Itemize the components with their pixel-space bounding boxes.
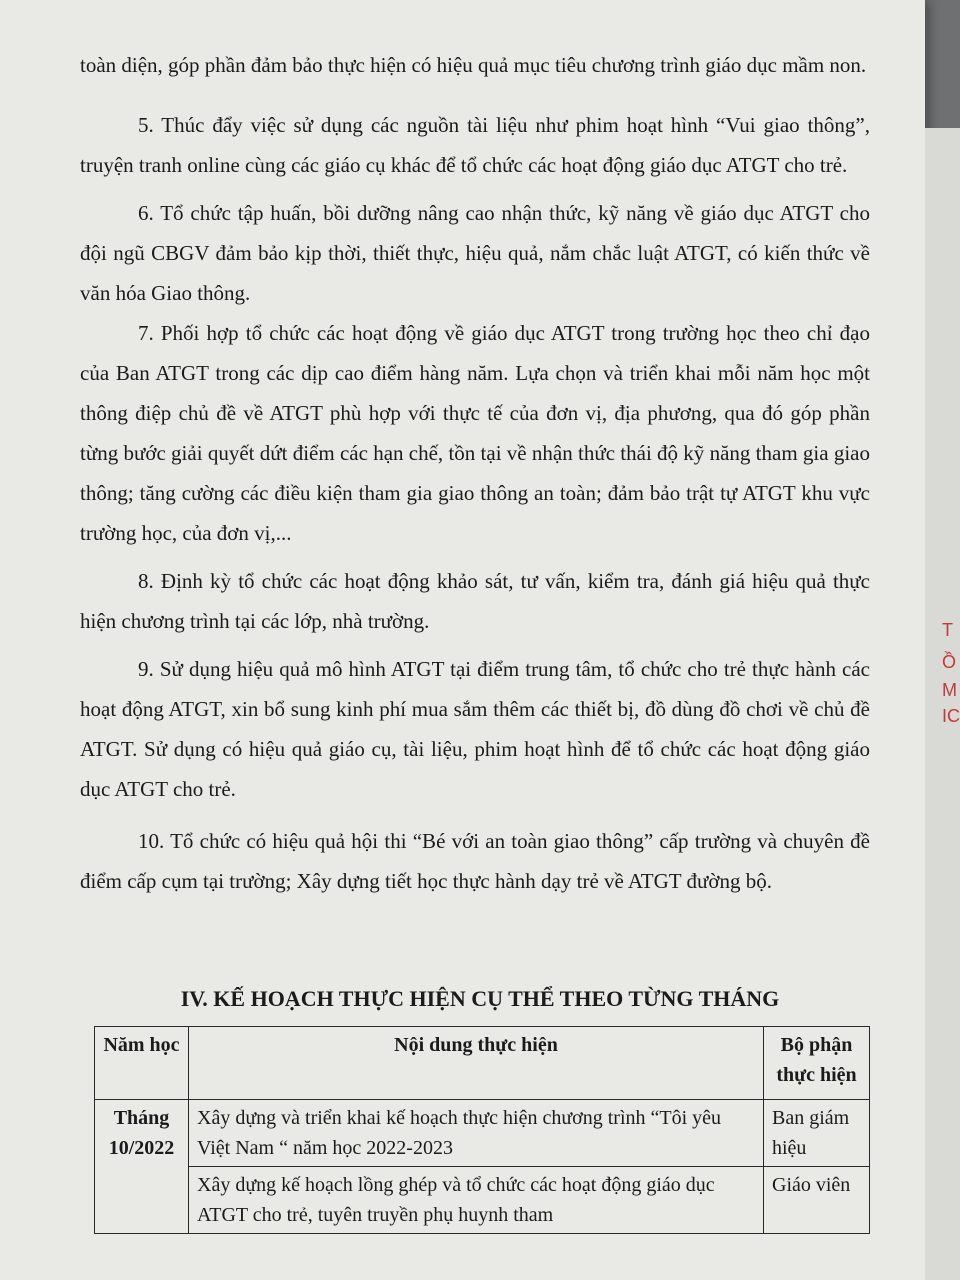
body-text xyxy=(80,45,870,901)
edge-fragment: Ồ xyxy=(942,652,957,672)
paragraph-continuation: toàn diện, góp phần đảm bảo thực hiện có hiệu quả mục tiêu chương trình giáo dục mầm non. xyxy=(80,53,867,77)
header-content: Nội dung thực hiện xyxy=(189,1027,764,1100)
department-cell: Ban giám hiệu xyxy=(764,1100,870,1167)
paragraph-item-9: 9. Sử dụng hiệu quả mô hình ATGT tại điểm trung tâm, tổ chức cho trẻ thực hành các hoạt động ATGT, xin bổ sung kinh phí mua sắm thêm các thiết bị, đồ dùng đồ chơi về chủ đề ATGT. Sử dụng có hiệu quả giáo cụ, tài liệu, phim hoạt hình để tổ chức các hoạt động giáo dục ATGT cho trẻ. xyxy=(80,657,870,801)
paragraph-item-10: 10. Tổ chức có hiệu quả hội thi “Bé với an toàn giao thông” cấp trường và chuyên đề điểm cấp cụm tại trường; Xây dựng tiết học thực hành dạy trẻ về ATGT đường bộ. xyxy=(80,829,870,893)
section-heading: IV. KẾ HOẠCH THỰC HIỆN CỤ THỂ THEO TỪNG THÁNG xyxy=(180,986,780,1011)
paragraph-item-5: 5. Thúc đẩy việc sử dụng các nguồn tài liệu như phim hoạt hình “Vui giao thông”, truyện tranh online cùng các giáo cụ khác để tổ chức các hoạt động giáo dục ATGT cho trẻ. xyxy=(80,113,870,177)
edge-fragment: IC xyxy=(942,706,960,726)
edge-fragment: T xyxy=(942,620,953,640)
header-department: Bộ phận thực hiện xyxy=(764,1027,870,1100)
paragraph-item-8: 8. Định kỳ tổ chức các hoạt động khảo sát, tư vấn, kiểm tra, đánh giá hiệu quả thực hiện chương trình tại các lớp, nhà trường. xyxy=(80,569,870,633)
paragraph-item-6: 6. Tổ chức tập huấn, bồi dưỡng nâng cao nhận thức, kỹ năng về giáo dục ATGT cho đội ngũ CBGV đảm bảo kịp thời, thiết thực, hiệu quả, nắm chắc luật ATGT, có kiến thức về văn hóa Giao thông. xyxy=(80,201,870,305)
paragraph-item-7: 7. Phối hợp tổ chức các hoạt động về giáo dục ATGT trong trường học theo chỉ đạo của Ban ATGT trong các dịp cao điểm hàng năm. Lựa chọn và triển khai mỗi năm học một thông điệp chủ đề về ATGT phù hợp với thực tế của đơn vị, địa phương, qua đó góp phần từng bước giải quyết dứt điểm các hạn chế, tồn tại về nhận thức thái độ kỹ năng tham gia giao thông; tăng cường các điều kiện tham gia giao thông an toàn; đảm bảo trật tự ATGT khu vực trường học, của đơn vị,... xyxy=(80,321,870,545)
table-row xyxy=(95,1167,870,1234)
table-row xyxy=(95,1100,870,1167)
edge-fragment: M xyxy=(942,680,957,700)
header-school-year: Năm học xyxy=(95,1027,189,1100)
monthly-plan-table xyxy=(94,1026,870,1234)
content-cell: Xây dựng và triển khai kế hoạch thực hiện chương trình “Tôi yêu Việt Nam “ năm học 2022-2023 xyxy=(189,1100,764,1167)
table-header-row xyxy=(95,1027,870,1100)
month-cell: Tháng 10/2022 xyxy=(95,1100,189,1234)
underlying-page-edge xyxy=(925,128,960,1280)
department-cell: Giáo viên xyxy=(764,1167,870,1234)
content-cell: Xây dựng kế hoạch lồng ghép và tổ chức các hoạt động giáo dục ATGT cho trẻ, tuyên truyền phụ huynh tham xyxy=(189,1167,764,1234)
